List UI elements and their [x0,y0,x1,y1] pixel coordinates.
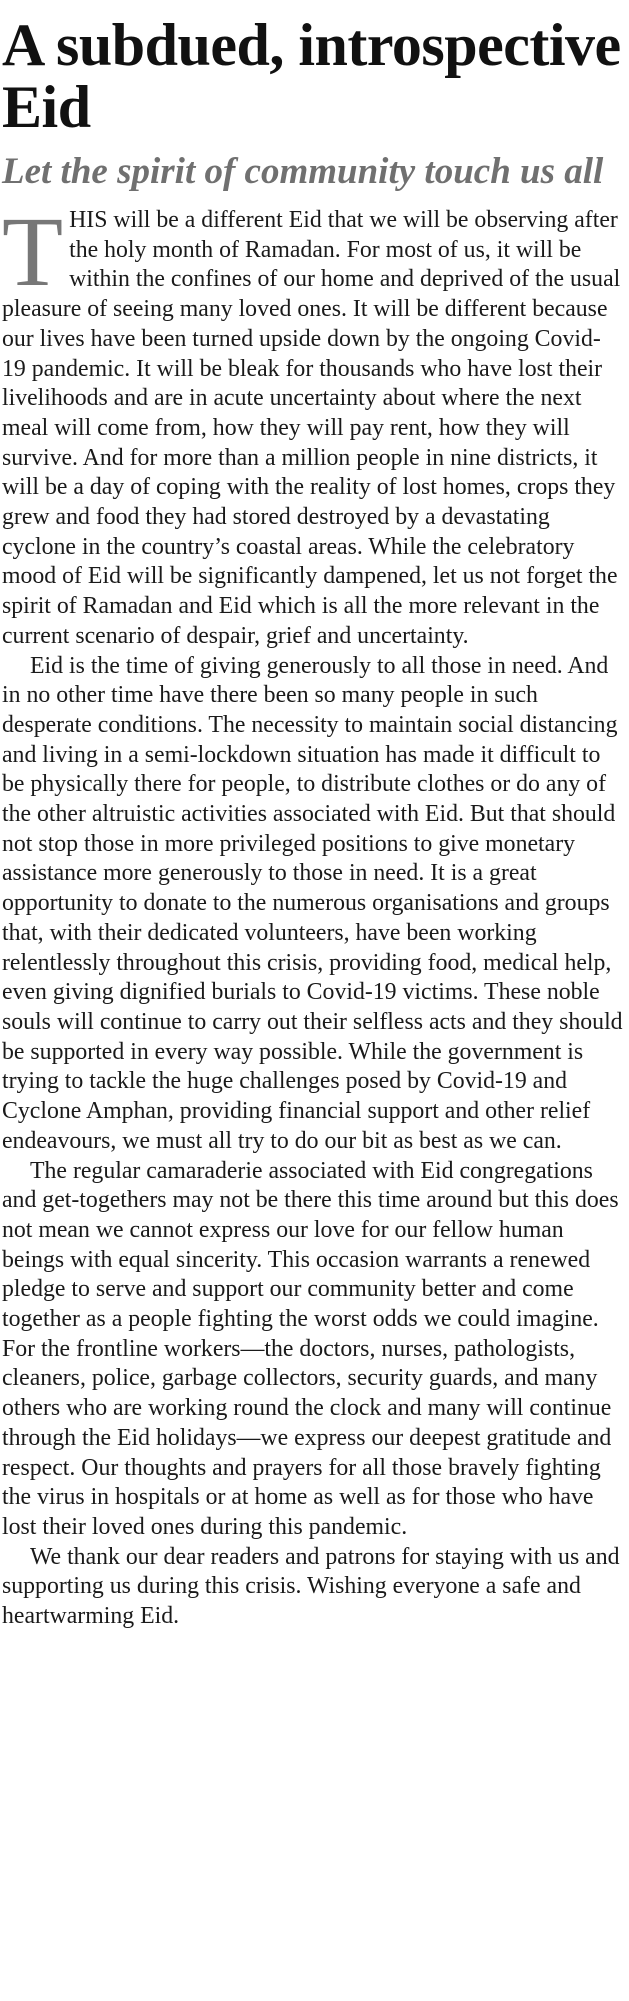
paragraph-3: The regular camaraderie associated with Eid congregations and get-togethers may not be there this time around but this does not mean we cannot express our love for our fellow human beings with equal sincerity. This occasion warrants a renewed pledge to serve and support our community better and come together as a people fighting the worst odds we could imagine. For the frontline workers—the doctors, nurses, pathologists, cleaners, police, garbage collectors, security guards, and many others who are working round the clock and many will continue through the Eid holidays—we express our deepest gratitude and respect. Our thoughts and prayers for all those bravely fighting the virus in hospitals or at home as well as for those who have lost their loved ones during this pandemic. [2,1157,619,1540]
paragraph-4: We thank our dear readers and patrons for staying with us and supporting us during this crisis. Wishing everyone a safe and heartwarming Eid. [2,1543,620,1630]
paragraph-1 [2,196,623,652]
drop-cap: T [2,196,64,307]
paragraph-1-text: will be a different Eid that we will be observing after the holy month of Ramadan. For most of us, it will be within the confines of our home and deprived of the usual pleasure of seeing many loved ones. It will be different because our lives have been turned upside down by the ongoing Covid-19 pandemic. It will be bleak for thousands who have lost their livelihoods and are in acute uncertainty about where the next meal will come from, how they will pay rent, how they will survive. And for more than a million people in nine districts, it will be a day of coping with the reality of lost homes, crops they grew and food they had stored destroyed by a devastating cyclone in the country’s coastal areas. While the celebratory mood of Eid will be significantly dampened, let us not forget the spirit of Ramadan and Eid which is all the more relevant in the current scenario of despair, grief and uncertainty. [2,207,621,649]
paragraph-2: Eid is the time of giving generously to all those in need. And in no other time have there been so many people in such desperate conditions. The necessity to maintain social distancing and living in a semi-lockdown situation has made it difficult to be physically there for people, to distribute clothes or do any of the other altruistic activities associated with Eid. But that should not stop those in more privileged positions to give monetary assistance more generously to those in need. It is a great opportunity to donate to the numerous organisations and groups that, with their dedicated volunteers, have been working relentlessly throughout this crisis, providing food, medical help, even giving dignified burials to Covid-19 victims. These noble souls will continue to carry out their selfless acts and they should be supported in every way possible. While the government is trying to tackle the huge challenges posed by Covid-19 and Cyclone Amphan, providing financial support and other relief endeavours, we must all try to do our bit as best as we can. [2,652,623,1154]
subheadline: Let the spirit of community touch us all [2,151,604,192]
headline: A subdued, introspective Eid [2,12,621,140]
article-body [2,196,623,1632]
first-word: HIS [69,207,108,233]
